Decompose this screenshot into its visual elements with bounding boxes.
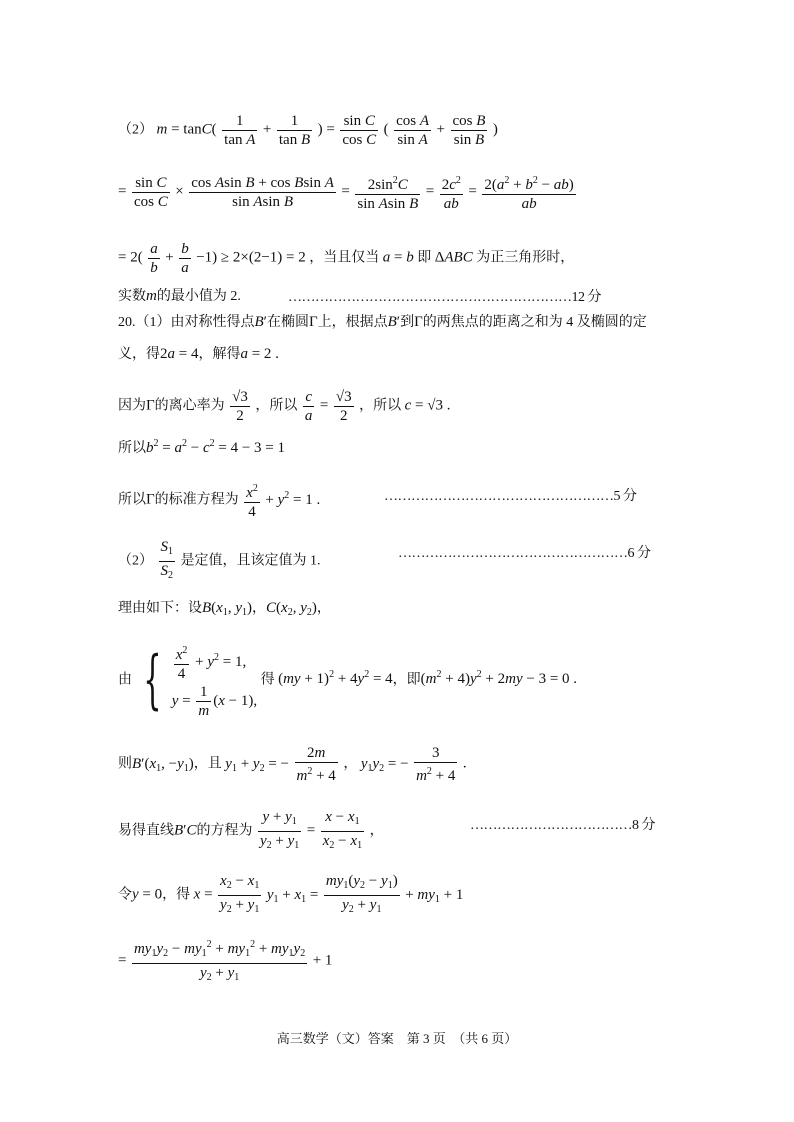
score-12: ………………………………………………………12 分 [288,290,601,305]
part-label: （2） [118,122,153,138]
score-5: ……………………………………………5 分 [384,489,637,504]
q20-part1-line1: 20.（1）由对称性得点B′在椭圆Γ上，根据点B′到Γ的两焦点的距离之和为 4 及椭圆的定 [118,314,647,330]
let-y-zero-line: 令y = 0，得 x = $\frac{x_2 - x_1}{y_2 + y_1}$ $y_1 + x_1$ = $\frac{my_1(y_2 - y_1)}{y_2 + y_1}$ + $my_1 + 1$ [118,873,464,915]
equation-system: $\frac{x^2}{4}$ + $y^2 = 1$, y = $\frac{1}{m}$ (x − 1), [172,640,257,720]
final-expression-line: = $\frac{my_1y_2 - my_1^2 + my_1^2 + my_1y_2}{y_2 + y_1}$ + 1 [118,936,332,987]
system-line: 由 { $\frac{x^2}{4}$ + $y^2 = 1$, y = $\frac{1}{m}$ (x − 1), 得 $(my + 1)^2 + 4y^2 = 4$，即$(m^2 + 4)y^2 + 2my - 3 = 0$ . [118,640,577,720]
b-squared-line: 所以$b^2 = a^2 - c^2 = 4 - 3 = 1$ [118,438,285,456]
eq-m-expansion: = $\frac{\text{sin C}}{\text{cos C}}$ × $\frac{\text{cos Asin B + cos Bsin A}}{\text{sin Asin B}}$ = $\frac{2\sin^2C}{\text{sin Asin B}}$ = $\frac{2c^2}{ab}$ = $\frac{2(a^2 + b^2 - ab)}{ab}$ [118,172,578,213]
vieta-line: 则$B'(x_1$, $-y_1$)，且 $y_1 + y_2$ = − $\frac{2m}{m^2 + 4}$ ， $y_1y_2$ = − $\frac{3}{m^2 + 4}$ . [118,745,467,784]
line-bc-equation: 易得直线B′C的方程为 $\frac{y + y_1}{y_2 + y_1}$ = $\frac{x - x_1}{x_2 - x_1}$ ， [118,809,384,851]
reason-line: 理由如下：设$B(x_1$, $y_1$)，$C(x_2$, $y_2$)， [118,600,331,618]
q20-part1-line2: 义，得2a = 4，解得a = 2 . [118,346,279,362]
min-value-line: 实数m的最小值为 2. [118,288,241,304]
standard-equation-line: 所以Γ的标准方程为 $\frac{x^2}{4}$ + $y^2 = 1$ . [118,480,320,521]
eccentricity-line: 因为Γ的离心率为 $\frac{√3}{2}$ ，所以 $\frac{c}{a}$ = $\frac{√3}{2}$ ，所以 c = √3 . [118,389,451,424]
eq-inequality: = 2( $\frac{a}{b}$ + $\frac{b}{a}$ −1) ≥ 2×(2−1) = 2 ，当且仅当 a = b 即 ΔABC 为正三角形时， [118,241,575,276]
page-footer: 高三数学（文）答案 第 3 页 （共 6 页） [276,1031,518,1046]
score-8: ………………………………8 分 [470,818,655,833]
eq-m-definition: （2） m = tanC( $\frac{1}{\text{tan A}}$ + $\frac{1}{\text{tan B}}$ ) = $\frac{\text{sin C}}{\text{cos C}}$ ( $\frac{\text{cos A}}{\text{sin A}}$ + $\frac{\text{cos B}}{\text{sin B}}$ ) [118,113,498,148]
part2-claim-line: （2） $\frac{S_1}{S_2}$ 是定值，且该定值为 1. [118,539,321,581]
left-brace: { [142,643,162,718]
score-6: ……………………………………………6 分 [398,546,651,561]
